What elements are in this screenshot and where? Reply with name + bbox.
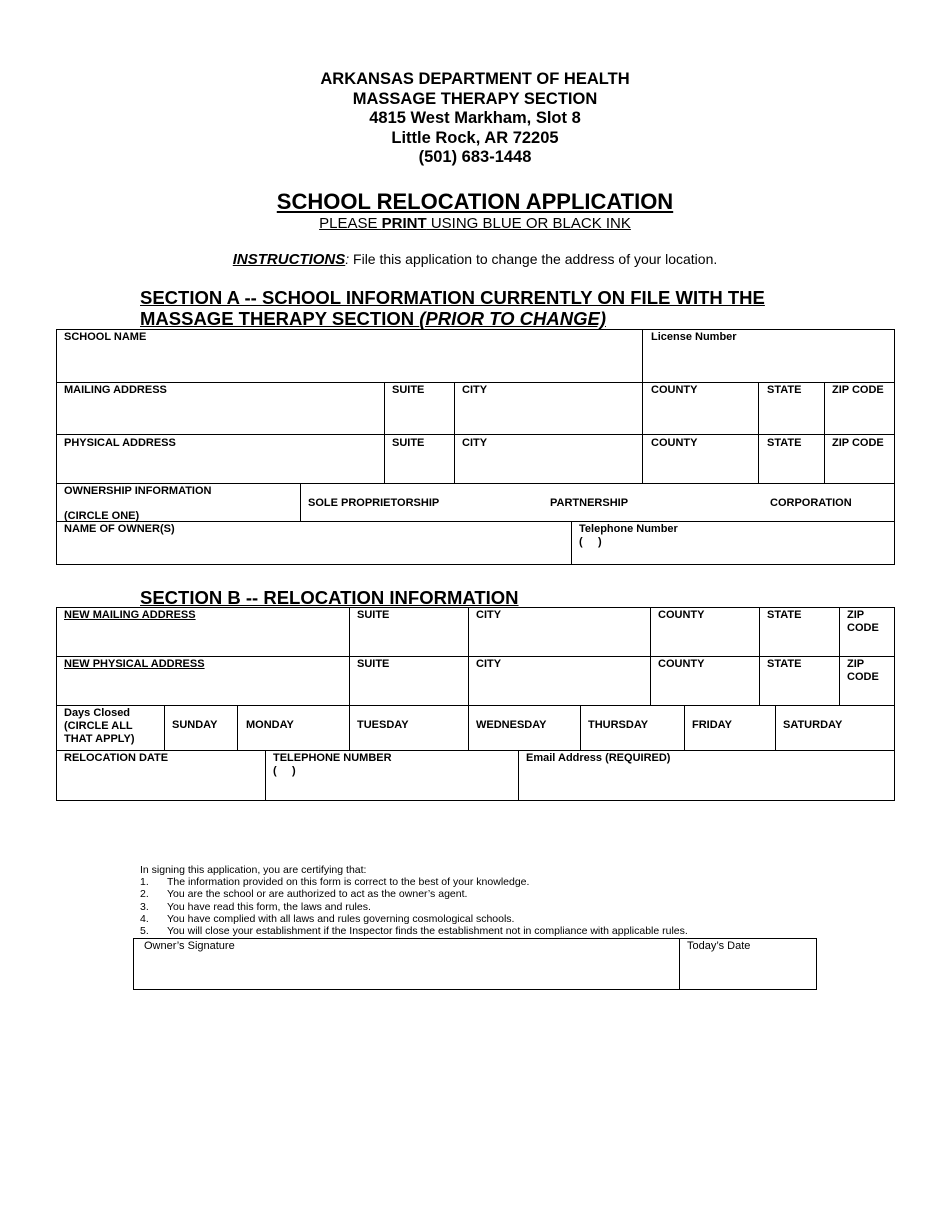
day-option-wednesday[interactable]: WEDNESDAY [476, 719, 547, 731]
new-mailing-zip-field[interactable] [847, 609, 879, 635]
rule [468, 607, 469, 750]
day-option-monday[interactable]: MONDAY [246, 719, 294, 731]
instructions-label: INSTRUCTIONS [232, 251, 346, 268]
agency-header [0, 70, 950, 168]
zip-label-line2: CODE [847, 671, 879, 683]
rule [824, 382, 825, 483]
day-option-friday[interactable]: FRIDAY [692, 719, 732, 731]
new-physical-address-field[interactable]: NEW PHYSICAL ADDRESS [64, 658, 205, 670]
new-physical-city-field[interactable]: CITY [476, 658, 502, 670]
rule [518, 750, 519, 800]
rule [650, 607, 651, 705]
rule [56, 656, 895, 657]
rule [56, 800, 895, 801]
todays-date-field[interactable]: Today’s Date [687, 940, 751, 952]
print-note [0, 215, 950, 232]
partnership-option[interactable]: PARTNERSHIP [550, 497, 629, 509]
agency-name: ARKANSAS DEPARTMENT OF HEALTH [320, 70, 630, 88]
new-physical-zip-field[interactable] [847, 658, 879, 684]
rule [684, 705, 685, 750]
new-mailing-county-field[interactable]: COUNTY [658, 609, 705, 621]
section-b-title: SECTION B -- RELOCATION INFORMATION [140, 587, 519, 608]
physical-city-field[interactable]: CITY [462, 437, 488, 449]
section-a-title-line2 [140, 308, 765, 329]
new-physical-suite-field[interactable]: SUITE [357, 658, 390, 670]
days-closed-line3: THAT APPLY) [64, 733, 135, 745]
list-item [140, 901, 688, 913]
new-mailing-city-field[interactable]: CITY [476, 609, 502, 621]
list-item [140, 913, 688, 925]
rule [237, 705, 238, 750]
instructions-text: File this application to change the address of your location. [349, 251, 718, 267]
rule [642, 329, 643, 483]
mailing-zip-field[interactable]: ZIP CODE [832, 384, 884, 396]
section-a-title-line1: SECTION A -- SCHOOL INFORMATION CURRENTLY ON FILE WITH THE [140, 287, 765, 308]
telephone-field[interactable]: Telephone Number [579, 523, 678, 535]
days-closed-line2: (CIRCLE ALL [64, 720, 133, 732]
school-name-field[interactable]: SCHOOL NAME [64, 331, 147, 343]
email-field[interactable]: Email Address (REQUIRED) [526, 752, 671, 764]
rule [679, 938, 680, 990]
mailing-city-field[interactable]: CITY [462, 384, 488, 396]
rule [894, 329, 895, 564]
rule [164, 705, 165, 750]
item-text: The information provided on this form is correct to the best of your knowledge. [167, 876, 530, 889]
rule [56, 382, 895, 383]
item-text: You will close your establishment if the Inspector finds the establishment not in compliance with applicable rules. [167, 925, 688, 938]
day-option-thursday[interactable]: THURSDAY [588, 719, 649, 731]
rule [775, 705, 776, 750]
section-name: MASSAGE THERAPY SECTION [352, 89, 598, 108]
section-a-title [140, 287, 765, 329]
rule [56, 329, 895, 330]
mailing-address-field[interactable]: MAILING ADDRESS [64, 384, 167, 396]
mailing-suite-field[interactable]: SUITE [392, 384, 425, 396]
rule [56, 564, 895, 565]
rule [56, 329, 57, 564]
print-note-pre: PLEASE [319, 215, 382, 232]
rule [56, 607, 895, 608]
relocation-date-field[interactable]: RELOCATION DATE [64, 752, 169, 764]
ownership-info-label: OWNERSHIP INFORMATION [64, 485, 212, 497]
section-a-title-text: MASSAGE THERAPY SECTION [140, 308, 420, 329]
rule [265, 750, 266, 800]
rule [384, 382, 385, 483]
item-number: 5. [140, 925, 149, 938]
new-physical-county-field[interactable]: COUNTY [658, 658, 705, 670]
rule [571, 521, 572, 564]
new-mailing-state-field[interactable]: STATE [767, 609, 802, 621]
instructions [0, 251, 950, 268]
street-address: 4815 West Markham, Slot 8 [369, 109, 581, 127]
section-a-title-italic: (PRIOR TO CHANGE) [419, 308, 606, 329]
owner-signature-field[interactable]: Owner’s Signature [144, 940, 235, 952]
mailing-state-field[interactable]: STATE [767, 384, 802, 396]
item-text: You have complied with all laws and rules governing cosmological schools. [167, 912, 515, 925]
rule [758, 382, 759, 483]
circle-one-label: (CIRCLE ONE) [64, 510, 140, 522]
license-number-field[interactable]: License Number [651, 331, 737, 343]
city-state-zip: Little Rock, AR 72205 [391, 128, 559, 147]
day-option-tuesday[interactable]: TUESDAY [357, 719, 409, 731]
rule [894, 607, 895, 800]
zip-label-line1: ZIP [847, 658, 865, 670]
zip-label-line2: CODE [847, 622, 879, 634]
rule [56, 483, 895, 484]
mailing-county-field[interactable]: COUNTY [651, 384, 698, 396]
rule [56, 521, 895, 522]
rule [580, 705, 581, 750]
item-number: 3. [140, 900, 149, 913]
physical-suite-field[interactable]: SUITE [392, 437, 425, 449]
physical-county-field[interactable]: COUNTY [651, 437, 698, 449]
certification-intro: In signing this application, you are certifying that: [140, 864, 367, 876]
list-item [140, 888, 688, 900]
certification [140, 864, 688, 937]
rule [300, 483, 301, 521]
day-option-saturday[interactable]: SATURDAY [783, 719, 843, 731]
new-mailing-suite-field[interactable]: SUITE [357, 609, 390, 621]
item-text: You have read this form, the laws and rules. [167, 900, 371, 913]
day-option-sunday[interactable]: SUNDAY [172, 719, 218, 731]
rule [56, 434, 895, 435]
physical-address-field[interactable]: PHYSICAL ADDRESS [64, 437, 176, 449]
days-closed-label [64, 707, 135, 746]
agency-phone: (501) 683-1448 [418, 148, 532, 166]
rule [56, 705, 895, 706]
physical-zip-field[interactable]: ZIP CODE [832, 437, 884, 449]
corporation-option[interactable]: CORPORATION [770, 497, 852, 509]
phone-area-code: ( ) [579, 536, 602, 548]
rule [759, 607, 760, 705]
sole-proprietorship-option[interactable]: SOLE PROPRIETORSHIP [308, 497, 440, 509]
rule [56, 750, 895, 751]
owner-names-field[interactable]: NAME OF OWNER(S) [64, 523, 175, 535]
zip-label-line1: ZIP [847, 609, 865, 621]
list-item [140, 925, 688, 937]
rule [454, 382, 455, 483]
new-mailing-address-field[interactable]: NEW MAILING ADDRESS [64, 609, 196, 621]
item-text: You are the school or are authorized to act as the owner’s agent. [167, 888, 468, 901]
new-physical-state-field[interactable]: STATE [767, 658, 802, 670]
item-number: 1. [140, 876, 149, 889]
new-phone-area-code: ( ) [273, 765, 296, 777]
rule [56, 607, 57, 800]
rule [839, 607, 840, 705]
list-item [140, 876, 688, 888]
item-number: 4. [140, 912, 149, 925]
item-number: 2. [140, 888, 149, 901]
rule [349, 607, 350, 750]
print-note-bold: PRINT [381, 215, 427, 232]
instructions-colon: : [345, 251, 350, 267]
print-note-post: USING BLUE OR BLACK INK [426, 215, 631, 232]
form-title: SCHOOL RELOCATION APPLICATION [276, 189, 674, 214]
days-closed-line1: Days Closed [64, 707, 131, 719]
physical-state-field[interactable]: STATE [767, 437, 802, 449]
new-telephone-field[interactable]: TELEPHONE NUMBER [273, 752, 392, 764]
